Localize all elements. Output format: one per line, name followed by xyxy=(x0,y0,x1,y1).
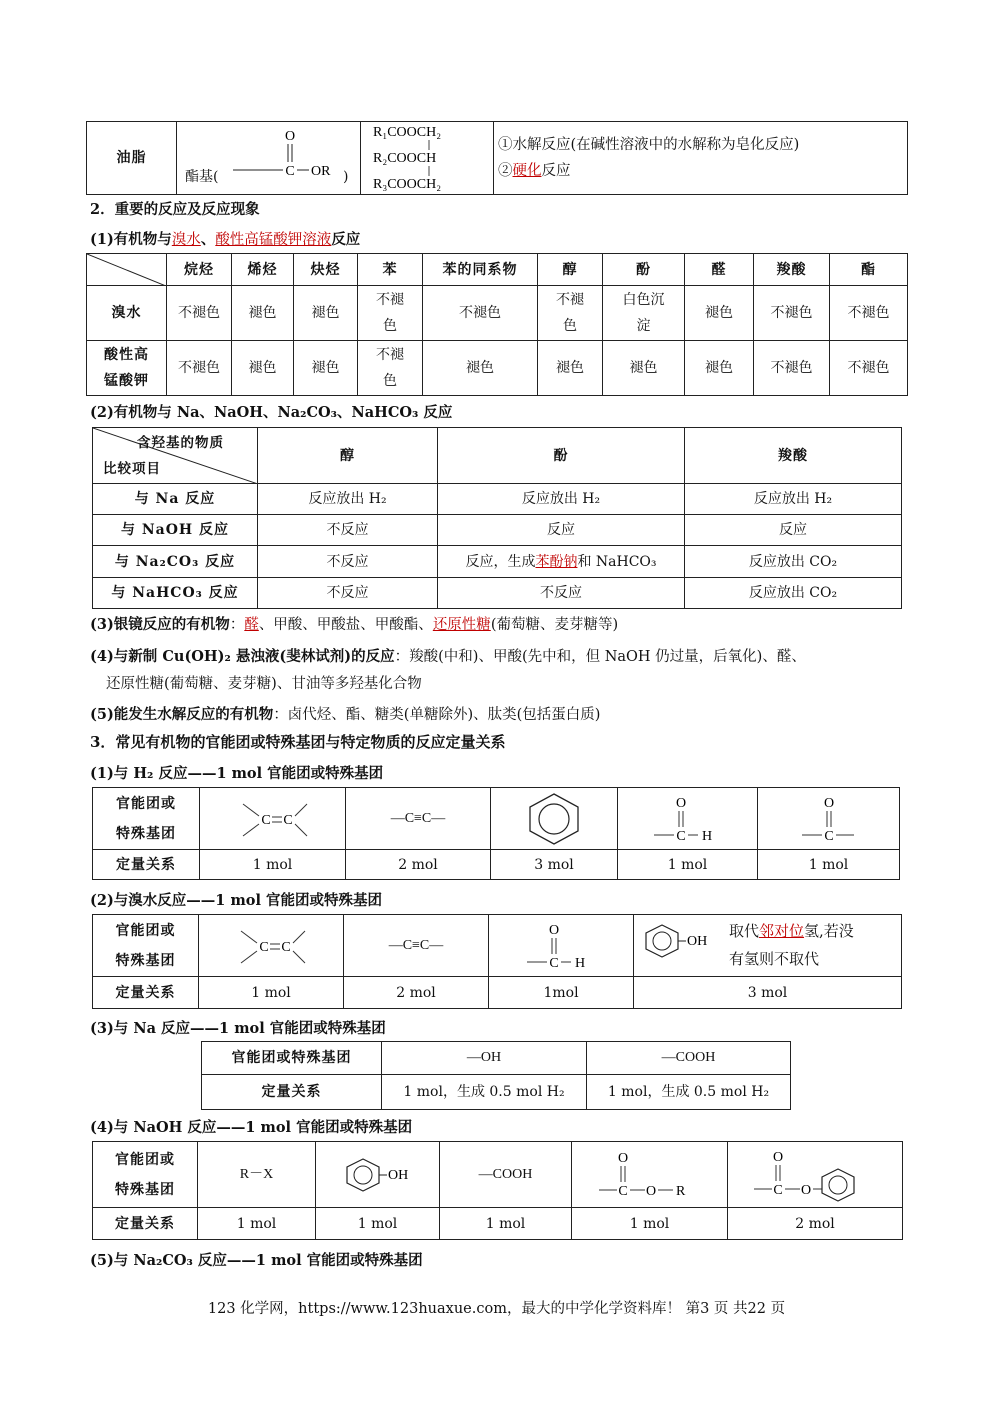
triglyceride-cell xyxy=(361,122,494,195)
table-cell: 反应 xyxy=(438,515,685,546)
table-cell: 不褪色 xyxy=(167,286,232,341)
table-cell: 不褪色 xyxy=(754,341,830,396)
triglyceride-line: R₂COOCH xyxy=(373,151,437,166)
reaction-phenomena-table xyxy=(86,253,908,396)
benzene-group-cell xyxy=(491,788,618,850)
svg-text:C: C xyxy=(282,812,293,828)
sub1-kmno4: 酸性高锰酸钾溶液 xyxy=(215,232,332,248)
q4-label-1: 官能团或 xyxy=(115,1151,175,1168)
table-cell xyxy=(438,546,685,578)
table-row xyxy=(93,850,900,880)
col-benzene: 苯 xyxy=(358,254,423,286)
row-label-bromine: 溴水 xyxy=(87,286,167,341)
hardening-suffix: 反应 xyxy=(541,163,571,179)
hardening-keyword: 硬化 xyxy=(512,163,542,179)
sub1-prefix: (1)有机物与 xyxy=(90,231,172,248)
table-cell: 褪色 xyxy=(294,286,358,341)
svg-text:OH: OH xyxy=(687,934,708,949)
hydrolysis-text: ①水解反应(在碱性溶液中的水解称为皂化反应) xyxy=(498,137,800,153)
q2-label-1: 官能团或 xyxy=(115,922,176,939)
table1-corner xyxy=(87,254,167,286)
table-cell: 2 mol xyxy=(344,977,489,1009)
table-cell: 不反应 xyxy=(438,578,685,609)
corner-bottom-label: 比较项目 xyxy=(103,461,161,477)
table-cell: 1 mol xyxy=(198,1208,316,1240)
svg-text:H: H xyxy=(575,955,586,971)
svg-text:O: O xyxy=(800,1182,812,1198)
row-label: 与 Na₂CO₃ 反应 xyxy=(93,546,258,578)
table-cell: 不褪色 xyxy=(830,286,908,341)
svg-text:C: C xyxy=(260,812,271,828)
col-alkene: 烯烃 xyxy=(232,254,294,286)
svg-text:O: O xyxy=(645,1183,656,1199)
section-2-title: 2．重要的反应及反应现象 xyxy=(90,201,260,218)
q2-title: (2)与溴水反应——1 mol 官能团或特殊基团 xyxy=(90,892,383,909)
col-aldehyde: 醛 xyxy=(685,254,754,286)
col-alcohol: 醇 xyxy=(258,428,438,484)
triglyceride-structure xyxy=(371,124,491,194)
triglyceride-line: R₃COOCH₂ xyxy=(373,177,442,192)
sub1-suffix: 反应 xyxy=(331,231,361,248)
svg-text:C: C xyxy=(773,1182,783,1198)
sub1-bromine: 溴水 xyxy=(171,232,201,248)
table-cell: 不褪色 xyxy=(423,286,538,341)
carboxyl-group: —COOH xyxy=(440,1142,572,1208)
page-footer: 123 化学网，https://www.123huaxue.com，最大的中学化学资料库！ 第3 页 共22 页 xyxy=(207,1301,786,1317)
ester-group-cell xyxy=(572,1142,728,1208)
svg-text:O: O xyxy=(617,1150,628,1166)
alkyne-group: —C≡C— xyxy=(346,788,491,850)
sub5-text xyxy=(90,703,600,724)
hardening-num: ② xyxy=(498,163,513,179)
q3-label-2: 定量关系 xyxy=(202,1075,382,1110)
alkene-structure xyxy=(233,794,313,844)
table-cell: 1 mol xyxy=(618,850,758,880)
table-cell: 不褪色 xyxy=(830,341,908,396)
svg-text:O: O xyxy=(284,129,296,144)
table-row xyxy=(93,515,902,546)
table-cell: 不反应 xyxy=(258,578,438,609)
table-cell: 褪色 xyxy=(232,341,294,396)
table-cell: 1 mol xyxy=(758,850,900,880)
table-row xyxy=(87,286,908,341)
h2-table xyxy=(92,787,900,880)
alkene-group-cell xyxy=(199,915,344,977)
col-ester: 酯 xyxy=(830,254,908,286)
sub3-tail: (葡萄糖、麦芽糖等) xyxy=(490,617,619,633)
table-cell: 1 mol xyxy=(200,850,346,880)
fats-label: 油脂 xyxy=(87,122,177,195)
svg-text:OR: OR xyxy=(311,164,331,179)
sub5-label: (5)能发生水解反应的有机物 xyxy=(90,706,274,723)
sub3-text xyxy=(90,613,618,634)
sub1-title xyxy=(90,228,360,249)
table-cell: 不褪色 xyxy=(754,286,830,341)
ester-group-prefix: 酯基( xyxy=(185,169,219,185)
table-cell: 褪色 xyxy=(603,341,685,396)
phenol-na2co3-b: 和 NaHCO₃ xyxy=(577,553,657,570)
table-row xyxy=(93,484,902,515)
sub3-colon: ： xyxy=(229,617,245,633)
svg-text:OH: OH xyxy=(387,1167,408,1183)
table-cell: 反应放出 H₂ xyxy=(685,484,902,515)
sub5-body: ：卤代烃、酯、糖类(单糖除外)、肽类(包括蛋白质) xyxy=(273,707,601,723)
sub3-aldehyde: 醛 xyxy=(244,617,259,633)
corner-top-label: 含羟基的物质 xyxy=(137,435,224,451)
sub2-title: (2)有机物与 Na、NaOH、Na₂CO₃、NaHCO₃ 反应 xyxy=(90,404,453,421)
benzene-ring-icon xyxy=(524,791,584,847)
table-cell: 2 mol xyxy=(346,850,491,880)
alkene-group-cell xyxy=(200,788,346,850)
table-cell: 2 mol xyxy=(728,1208,903,1240)
table-cell: 不褪色 xyxy=(358,341,423,396)
table-cell: 不反应 xyxy=(258,515,438,546)
table-cell: 3 mol xyxy=(634,977,902,1009)
alkyne-group: —C≡C— xyxy=(344,915,489,977)
q1-label-1: 官能团或 xyxy=(116,795,176,812)
table-cell: 褪色 xyxy=(423,341,538,396)
q1-label xyxy=(93,788,200,850)
svg-text:O: O xyxy=(675,795,686,811)
table-row xyxy=(87,341,908,396)
table-cell: 反应放出 H₂ xyxy=(258,484,438,515)
table-cell: 褪色 xyxy=(685,286,754,341)
hydroxyl-group: —OH xyxy=(382,1042,587,1075)
svg-text:R: R xyxy=(675,1183,685,1199)
sub4-line1 xyxy=(90,645,806,666)
sub3-mid: 、甲酸、甲酸盐、甲酸酯、 xyxy=(258,617,433,633)
q1-quant-label: 定量关系 xyxy=(93,850,200,880)
table-cell: 反应放出 H₂ xyxy=(438,484,685,515)
ester-group-suffix: ) xyxy=(343,169,349,185)
col-alkane: 烷烃 xyxy=(167,254,232,286)
table-row xyxy=(202,1075,791,1110)
table-cell: 褪色 xyxy=(232,286,294,341)
note-ortho-para: 邻对位 xyxy=(759,922,805,940)
hydroxyl-compare-table xyxy=(92,427,902,609)
col-benzene-homolog: 苯的同系物 xyxy=(423,254,538,286)
table-cell: 1 mol，生成 0.5 mol H₂ xyxy=(382,1075,587,1110)
note-line-2: 有氢则不取代 xyxy=(729,950,820,968)
table-cell: 1mol xyxy=(489,977,634,1009)
table-cell: 不反应 xyxy=(258,546,438,578)
note-line-1 xyxy=(729,917,854,945)
aldehyde-group-cell xyxy=(489,915,634,977)
naoh-table xyxy=(92,1141,903,1240)
ketone-structure xyxy=(794,791,864,847)
phenyl-ester-group-cell xyxy=(728,1142,903,1208)
table-row xyxy=(93,546,902,578)
q3-title: (3)与 Na 反应——1 mol 官能团或特殊基团 xyxy=(90,1020,386,1037)
svg-text:C: C xyxy=(823,828,834,844)
sub4-label: (4)与新制 Cu(OH)₂ 悬浊液(斐林试剂)的反应 xyxy=(90,648,395,665)
q1-label-2: 特殊基团 xyxy=(116,825,176,842)
table-cell: 反应 xyxy=(685,515,902,546)
svg-text:O: O xyxy=(772,1149,784,1165)
svg-text:C: C xyxy=(675,828,686,844)
alkene-structure xyxy=(231,921,311,971)
col-phenol: 酚 xyxy=(438,428,685,484)
svg-text:C: C xyxy=(617,1183,628,1199)
table-cell: 褪色 xyxy=(685,341,754,396)
table-cell: 3 mol xyxy=(491,850,618,880)
table-row xyxy=(93,578,902,609)
table-cell: 褪色 xyxy=(294,341,358,396)
sodium-phenoxide: 苯酚钠 xyxy=(535,553,578,570)
hardening-text xyxy=(498,158,903,184)
svg-text:O: O xyxy=(548,922,560,938)
table-cell: 1 mol xyxy=(572,1208,728,1240)
q4-label xyxy=(93,1142,198,1208)
row-label: 与 NaOH 反应 xyxy=(93,515,258,546)
q4-label-2: 特殊基团 xyxy=(115,1181,175,1198)
ester-group-cell xyxy=(177,122,361,195)
phenol-group-cell xyxy=(316,1142,440,1208)
fats-table xyxy=(86,121,908,195)
q4-title: (4)与 NaOH 反应——1 mol 官能团或特殊基团 xyxy=(90,1119,413,1136)
svg-text:C: C xyxy=(281,939,291,955)
table-cell: 不褪色 xyxy=(538,286,603,341)
q2-label xyxy=(93,915,199,977)
phenol-na2co3-a: 反应，生成 xyxy=(465,553,536,570)
ester-structure xyxy=(595,1146,705,1204)
triglyceride-line: R₁COOCH₂ xyxy=(373,125,442,140)
ester-group-structure xyxy=(229,126,339,191)
table-cell: 不褪色 xyxy=(167,341,232,396)
note-b: 氢,若没 xyxy=(804,922,854,940)
table-cell: 反应放出 CO₂ xyxy=(685,578,902,609)
svg-text:O: O xyxy=(823,795,834,811)
table-cell: 1 mol xyxy=(440,1208,572,1240)
section-3-title: 3．常见有机物的官能团或特殊基团与特定物质的反应定量关系 xyxy=(90,733,506,751)
bromine-table xyxy=(92,914,902,1009)
col-phenol: 酚 xyxy=(603,254,685,286)
phenol-structure xyxy=(642,921,722,961)
col-carboxylic-acid: 羧酸 xyxy=(685,428,902,484)
sub1-sep: 、 xyxy=(200,231,216,248)
table-cell: 1 mol xyxy=(199,977,344,1009)
sodium-table xyxy=(201,1041,791,1110)
q2-label-2: 特殊基团 xyxy=(115,952,176,969)
sub3-reducing-sugar: 还原性糖 xyxy=(432,617,491,633)
aldehyde-structure xyxy=(648,791,728,847)
table-row xyxy=(93,977,902,1009)
q2-quant-label: 定量关系 xyxy=(93,977,199,1009)
sub4-line2: 还原性糖(葡萄糖、麦芽糖)、甘油等多羟基化合物 xyxy=(106,676,422,692)
table-row xyxy=(93,1208,903,1240)
sub3-label: (3)银镜反应的有机物 xyxy=(90,616,230,633)
row-label: 与 Na 反应 xyxy=(93,484,258,515)
phenol-structure xyxy=(343,1155,413,1195)
q3-label-1: 官能团或特殊基团 xyxy=(202,1042,382,1075)
svg-text:C: C xyxy=(549,955,559,971)
table-cell: 1 mol，生成 0.5 mol H₂ xyxy=(587,1075,791,1110)
ketone-group-cell xyxy=(758,788,900,850)
q1-title: (1)与 H₂ 反应——1 mol 官能团或特殊基团 xyxy=(90,765,384,782)
col-alkyne: 炔烃 xyxy=(294,254,358,286)
row-label-kmno4: 酸性高锰酸钾 xyxy=(87,341,167,396)
row-label: 与 NaHCO₃ 反应 xyxy=(93,578,258,609)
aldehyde-structure xyxy=(521,918,601,974)
q5-title: (5)与 Na₂CO₃ 反应——1 mol 官能团或特殊基团 xyxy=(90,1252,423,1269)
phenol-group-cell xyxy=(634,915,902,977)
svg-text:H: H xyxy=(701,828,712,844)
q4-quant-label: 定量关系 xyxy=(93,1208,198,1240)
phenyl-ester-structure xyxy=(750,1145,880,1205)
table-cell: 不褪色 xyxy=(358,286,423,341)
sub4-body: ：羧酸(中和)、甲酸(先中和，但 NaOH 仍过量，后氧化)、醛、 xyxy=(394,649,806,665)
svg-text:C: C xyxy=(285,164,295,179)
fats-reactions xyxy=(494,122,908,195)
table-cell: 白色沉淀 xyxy=(603,286,685,341)
carboxyl-group: —COOH xyxy=(587,1042,791,1075)
table-cell: 1 mol xyxy=(316,1208,440,1240)
table-cell: 褪色 xyxy=(538,341,603,396)
note-a: 取代 xyxy=(729,922,760,940)
col-carboxylic-acid: 羧酸 xyxy=(754,254,830,286)
svg-text:C: C xyxy=(259,939,269,955)
phenol-bromine-note xyxy=(729,917,854,973)
aldehyde-group-cell xyxy=(618,788,758,850)
table-cell: 反应放出 CO₂ xyxy=(685,546,902,578)
table2-corner xyxy=(93,428,258,484)
halide-group: R－X xyxy=(198,1142,316,1208)
col-alcohol: 醇 xyxy=(538,254,603,286)
